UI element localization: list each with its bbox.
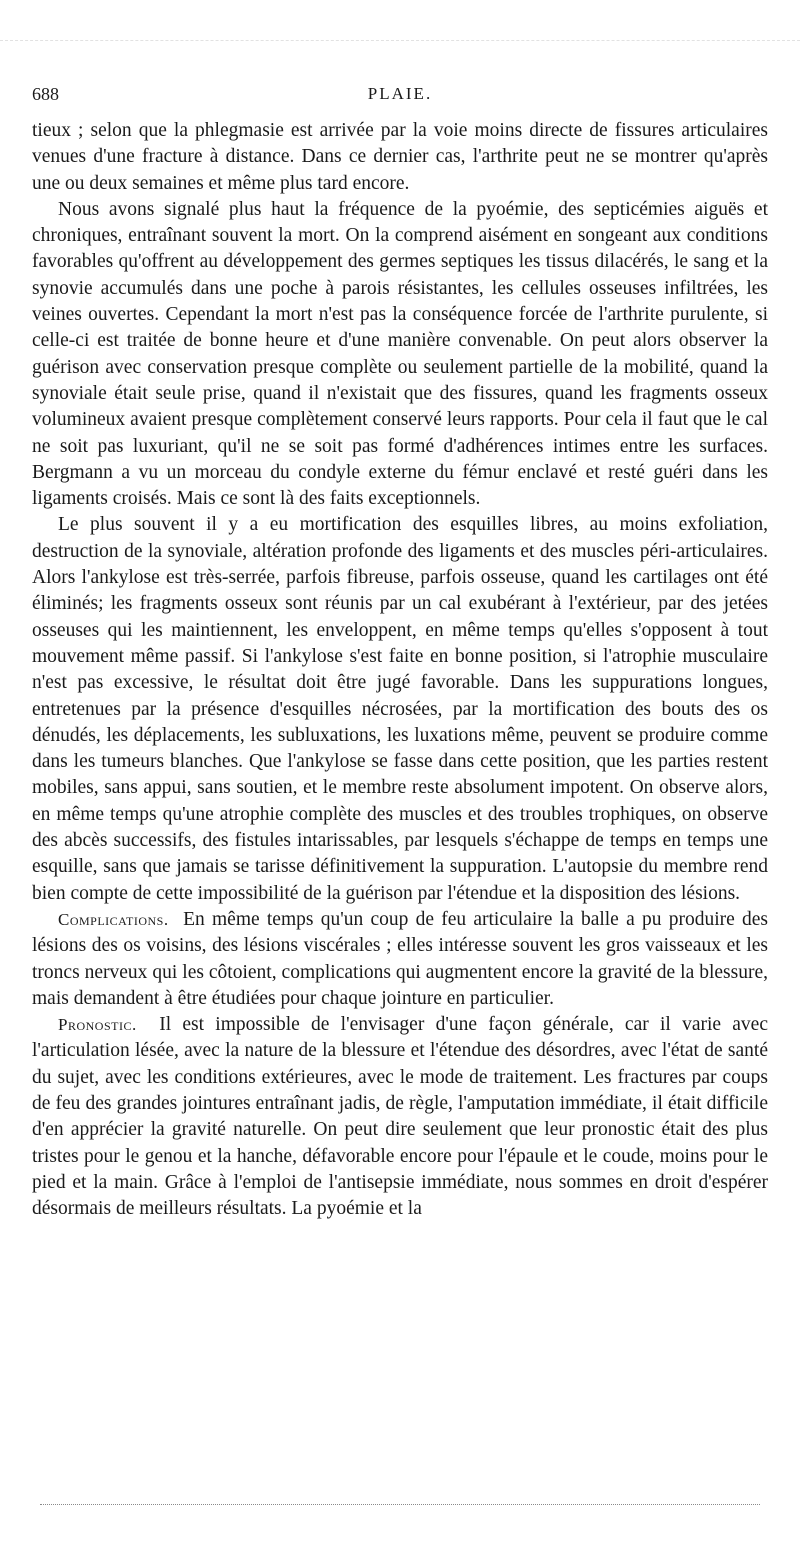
paragraph-ankylose: Le plus souvent il y a eu mortification des esquilles libres, au moins exfoliation, destruction de la synoviale, altération profonde des ligaments et des muscles péri-articulaires. Alors l'ankylose est très-serrée, parfois fibreuse, parfois osseuse, quand les cartilages ont été éliminés; les fragments osseux sont réunis par un cal exubérant à l'extérieur, par des jetées osseuses qui les maintiennent, les enveloppent, en même temps qu'elles s'opposent à tout mouvement même passif. Si l'ankylose s'est faite en bonne position, si l'atrophie musculaire n'est pas excessive, le résultat doit être jugé favorable. Dans les suppurations longues, entretenues par la présence d'esquilles nécrosées, par la mortification des bouts des os dénudés, les déplacements, les subluxations, les luxations même, peuvent se produire comme dans les tumeurs blanches. Que l'ankylose se fasse dans cette position, que les parties restent mobiles, sans appui, sans soutien, et le membre reste absolument impotent. On observe alors, en même temps qu'une atrophie complète des muscles et des troubles trophiques, on observe des abcès successifs, des fistules intarissables, par lesquels s'échappe de temps en temps une esquille, sans que jamais se tarisse définitivement la suppuration. L'autopsie du membre rend bien compte de cette impossibilité de la guérison par l'étendue et la disposition des lésions. — [32, 514, 768, 904]
running-title: PLAIE. — [367, 84, 433, 103]
section-heading-pronostic: Pronostic. — [58, 1015, 137, 1035]
section-heading-complications: Complications. — [58, 909, 169, 929]
paragraph-pyoemie: Nous avons signalé plus haut la fréquence de la pyoémie, des septicémies aiguës et chroniques, entraînant souvent la mort. On la comprend aisément en songeant aux conditions favorables qu'offrent au développement des germes septiques les tissus dilacérés, le sang et la synovie accumulés dans une poche à parois résistantes, les cellules osseuses infiltrées, les veines ouvertes. Cependant la mort n'est pas la conséquence forcée de l'arthrite purulente, si celle-ci est traitée de bonne heure et d'une manière convenable. On peut alors observer la guérison avec conservation presque complète ou seulement partielle de la mobilité, quand la synoviale était seule prise, quand il n'existait que des fissures, quand les fragments osseux volumineux avaient presque complètement conservé leurs rapports. Pour cela il faut que le cal ne soit pas luxuriant, qu'il ne se soit pas formé d'adhérences intimes entre les surfaces. Bergmann a vu un morceau du condyle externe du fémur enclavé et resté guéri dans les ligaments croisés. Mais ce sont là des faits exceptionnels. — [32, 198, 768, 510]
page-header — [32, 84, 768, 114]
pronostic-text: Il est impossible de l'envisager d'une façon générale, car il varie avec l'articulation lésée, avec la nature de la blessure et l'étendue des désordres, avec l'état de santé du sujet, avec les conditions extérieures, avec le mode de traitement. Les fractures par coups de feu des grandes jointures entraînant jadis, de règle, l'amputation immédiate, il était difficile d'en apprécier la gravité naturelle. On peut dire seulement que leur pronostic était des plus tristes pour le genou et la hanche, défavorable encore pour l'épaule et le coude, moins pour le pied et la main. Grâce à l'emploi de l'antisepsie immédiate, nous sommes en droit d'espérer désormais de meilleurs résultats. La pyoémie et la — [32, 1014, 768, 1220]
paragraph-continuation: tieux ; selon que la phlegmasie est arrivée par la voie moins directe de fissures articulaires venues d'une fracture à distance. Dans ce dernier cas, l'arthrite peut ne se montrer qu'après une ou deux semaines et même plus tard encore. — [32, 120, 768, 194]
scan-edge-artifact — [0, 40, 800, 41]
paragraph-complications — [32, 907, 768, 1012]
complications-text: En même temps qu'un coup de feu articulaire la balle a pu produire des lésions des os voisins, des lésions viscérales ; elles intéresse souvent les gros vaisseaux et les troncs nerveux qui les côtoient, complications qui augmentent encore la gravité de la blessure, mais demandent à être étudiées pour chaque jointure en particulier. — [32, 908, 768, 1009]
page-number: 688 — [32, 84, 59, 104]
body-text — [32, 118, 768, 1222]
paragraph-pronostic — [32, 1012, 768, 1222]
footer-bleed-through-rule — [40, 1504, 760, 1505]
